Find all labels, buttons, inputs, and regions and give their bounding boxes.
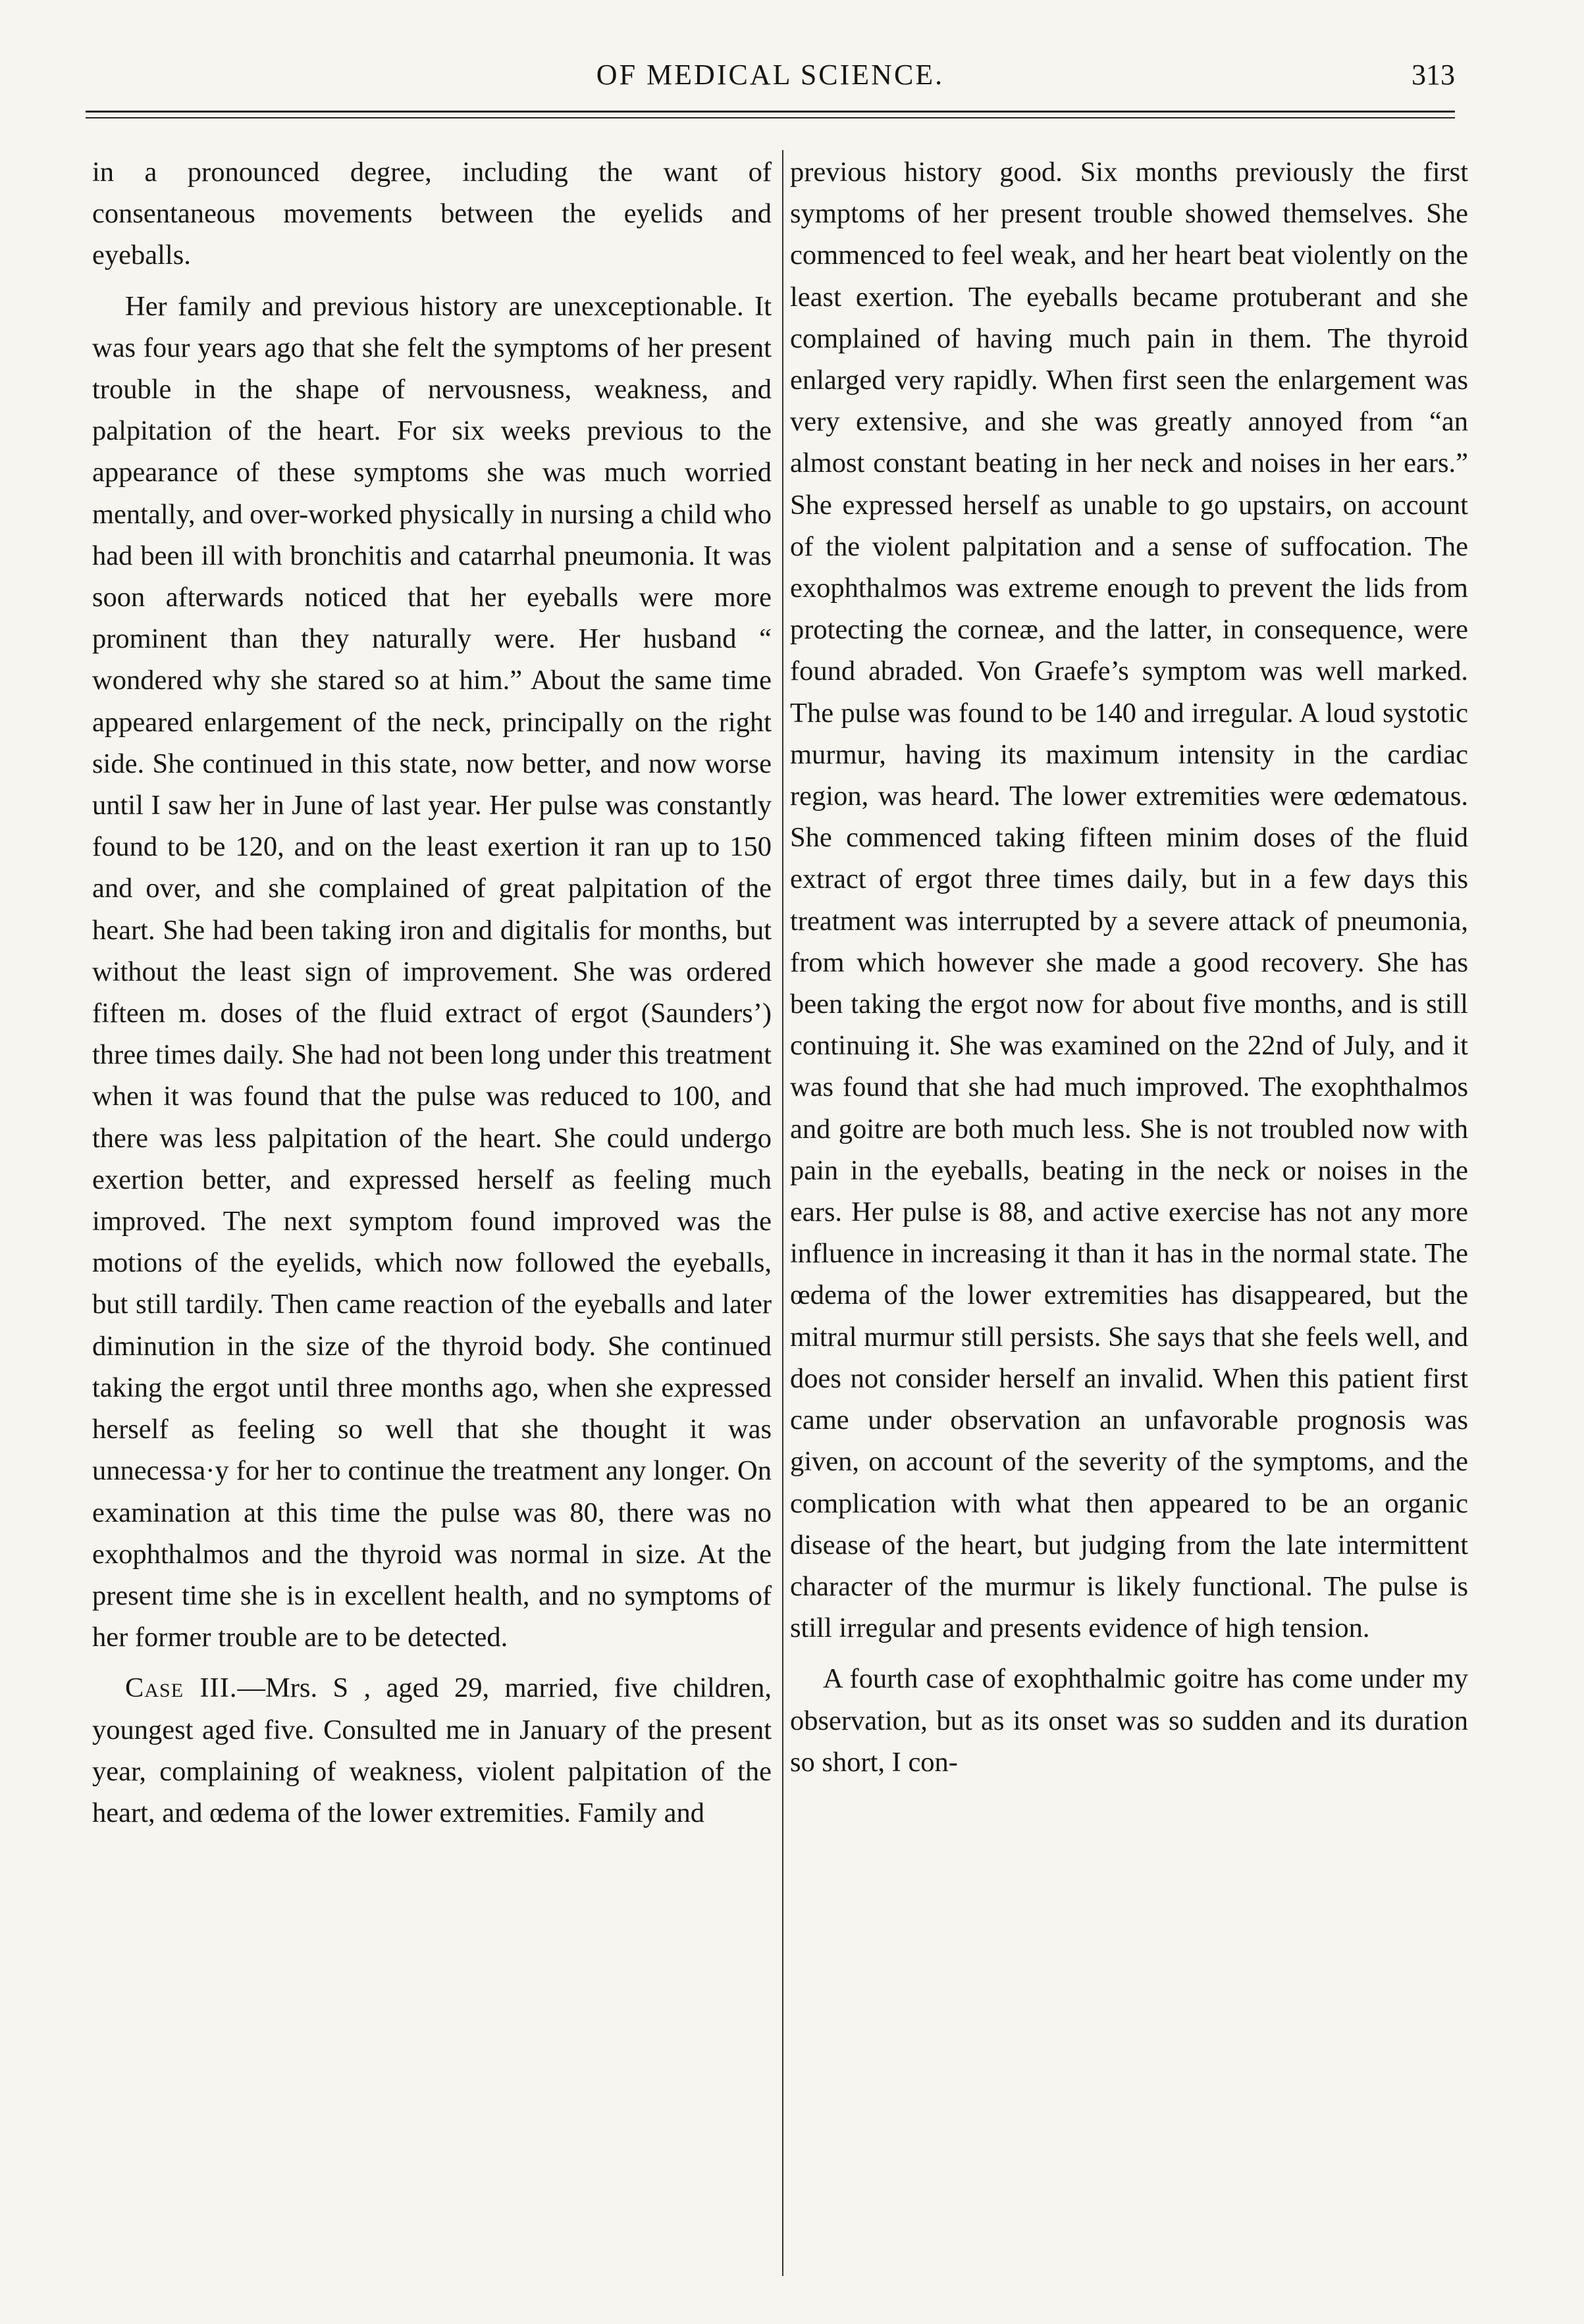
column-divider: [782, 150, 783, 2276]
right-paragraph-1: previous history good. Six months previously the first symptoms of her present trouble showed themselves. She commenced to feel weak, and her heart beat violently on the least exertion. The eyeballs became protuberant and she complained of having much pain in them. The thyroid enlarged very rapidly. When first seen the enlargement was very extensive, and she was greatly annoyed from “an almost constant beating in her neck and noises in her ears.” She expressed herself as unable to go upstairs, on account of the violent palpitation and a sense of suffocation. The exophthalmos was extreme enough to prevent the lids from protecting the corneæ, and the latter, in consequence, were found abraded. Von Graefe’s symptom was well marked. The pulse was found to be 140 and irregular. A loud systotic murmur, having its maximum intensity in the cardiac region, was heard. The lower extremities were œdematous. She commenced taking fifteen minim doses of the fluid extract of ergot three times daily, but in a few days this treatment was interrupted by a severe attack of pneumonia, from which however she made a good recovery. She has been taking the ergot now for about five months, and is still continuing it. She was examined on the 22nd of July, and it was found that she had much improved. The exophthalmos and goitre are both much less. She is not troubled now with pain in the eyeballs, beating in the neck or noises in the ears. Her pulse is 88, and active exercise has not any more influence in increasing it than it has in the normal state. The œdema of the lower extremities has disappeared, but the mitral murmur still persists. She says that she feels well, and does not consider herself an invalid. When this patient first came under observation an unfavorable prognosis was given, on account of the severity of the symptoms, and the complication with what then appeared to be an organic disease of the heart, but judging from the late intermittent character of the murmur is likely functional. The pulse is still irregular and presents evidence of high tension.: [790, 157, 1468, 1644]
running-title: OF MEDICAL SCIENCE.: [596, 59, 945, 91]
header-rule-top: [86, 111, 1455, 113]
running-head: [86, 58, 1455, 104]
case-text: —Mrs. S , aged 29, married, five children, youngest aged five. Consulted me in January of the present year, complaining of weakness, violent palpitation of the heart, and œdema of the lower extremities. Family and: [92, 1672, 772, 1828]
left-column: [92, 151, 772, 1843]
right-paragraph-2: A fourth case of exophthalmic goitre has come under my observation, but as its onset was so sudden and its duration so short, I con-: [790, 1663, 1468, 1778]
left-paragraph-1: in a pronounced degree, including the want of consentaneous movements between the eyelids and eyeballs.: [92, 157, 772, 271]
page-number: 313: [1412, 59, 1455, 91]
case-label: Case III.: [125, 1672, 238, 1704]
header-rule-bottom: [86, 117, 1455, 118]
left-paragraph-2: Her family and previous history are unexceptionable. It was four years ago that she felt the symptoms of her present trouble in the shape of nervousness, weakness, and palpitation of the heart. For six weeks previous to the appearance of these symptoms she was much worried mentally, and over-worked physically in nursing a child who had been ill with bronchitis and catarrhal pneumonia. It was soon afterwards noticed that her eyeballs were more prominent than they naturally were. Her husband “ wondered why she stared so at him.” About the same time appeared enlargement of the neck, principally on the right side. She continued in this state, now better, and now worse until I saw her in June of last year. Her pulse was constantly found to be 120, and on the least exertion it ran up to 150 and over, and she complained of great palpitation of the heart. She had been taking iron and digitalis for months, but without the least sign of improvement. She was ordered fifteen m. doses of the fluid extract of ergot (Saunders’) three times daily. She had not been long under this treatment when it was found that the pulse was reduced to 100, and there was less palpitation of the heart. She could undergo exertion better, and expressed herself as feeling much improved. The next symptom found improved was the motions of the eyelids, which now followed the eyeballs, but still tardily. Then came reaction of the eyeballs and later diminution in the size of the thyroid body. She continued taking the ergot until three months ago, when she expressed herself as feeling so well that she thought it was unnecessa·y for her to continue the treatment any longer. On examination at this time the pulse was 80, there was no exophthalmos and the thyroid was normal in size. At the present time she is in excellent health, and no symptoms of her former trouble are to be detected.: [92, 290, 772, 1653]
right-column: [790, 151, 1468, 1792]
left-paragraph-3: [92, 1667, 772, 1834]
